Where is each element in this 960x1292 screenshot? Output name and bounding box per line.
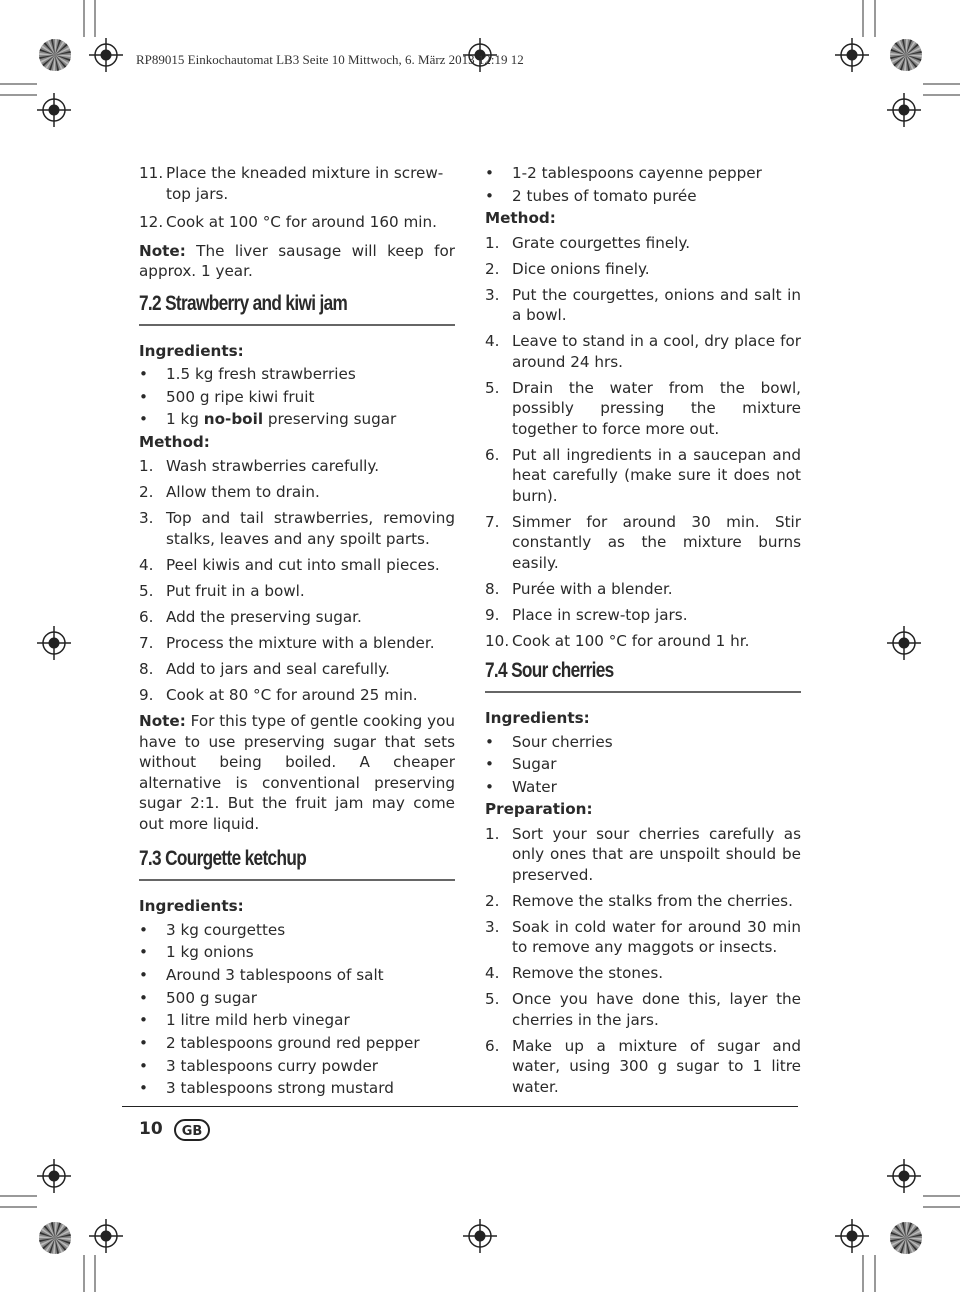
step-text: Sort your sour cherries carefully as only ones that are unspoilt should be preserved. (512, 824, 801, 884)
step-number: 6. (485, 445, 500, 464)
left-column (139, 163, 455, 1099)
list-item-text: 1 kg onions (166, 943, 254, 962)
step-number: 1. (485, 233, 500, 252)
color-wheel-icon (39, 1222, 71, 1254)
step-item (485, 378, 801, 440)
step-item (485, 285, 801, 326)
ingredient-list (485, 732, 801, 798)
step-number: 8. (139, 659, 154, 678)
step-text: Remove the stalks from the cherries. (512, 891, 793, 910)
step-text: Put all ingredients in a saucepan and heat carefully (make sure it does not burn). (512, 445, 801, 505)
ingredients-label: Ingredients: (139, 341, 244, 360)
step-text: Cook at 100 °C for around 160 min. (166, 213, 437, 231)
step-item (139, 212, 455, 233)
step-item (139, 581, 455, 602)
step-item (485, 989, 801, 1030)
step-item (139, 659, 455, 680)
note-text: The liver sausage will keep for approx. 1 year. (139, 241, 455, 280)
list-item-text: Sour cherries (512, 732, 613, 751)
note-text: For this type of gentle cooking you have to use preserving sugar that sets without being boiled. A cheaper alternative is conventional preserving sugar 2:1. But the fruit jam may come out more liquid. (139, 712, 455, 833)
step-text: Wash strawberries carefully. (166, 457, 380, 475)
step-number: 1. (139, 457, 154, 475)
section-title: 7.3 Courgette ketchup (139, 847, 307, 870)
bullet-icon: • (485, 164, 494, 182)
footer-rule (122, 1106, 798, 1107)
method-steps (139, 456, 455, 705)
list-item: • 1 kg no-boil preserving sugar (139, 410, 397, 428)
step-text: Add to jars and seal carefully. (166, 659, 390, 678)
list-item (139, 965, 455, 986)
step-text: Put the courgettes, onions and salt in a bowl. (512, 285, 801, 324)
step-number: 1. (485, 824, 500, 843)
step-text: Allow them to drain. (166, 483, 320, 501)
step-text: Put fruit in a bowl. (166, 581, 305, 600)
step-text: Place in screw-top jars. (512, 605, 688, 624)
list-item (139, 1056, 455, 1077)
bullet-icon: • (139, 365, 148, 383)
list-item-text: 3 tablespoons curry powder (166, 1056, 379, 1075)
section-heading-7-2 (139, 291, 455, 324)
bullet-icon: • (139, 1011, 148, 1030)
step-number: 9. (139, 685, 154, 704)
step-item (139, 456, 455, 477)
ingredient-list (139, 920, 455, 1099)
step-item (485, 891, 801, 912)
bullet-icon: • (485, 755, 494, 773)
step-number: 11. (139, 164, 164, 182)
list-item (139, 942, 455, 963)
note-label: Note: (139, 712, 186, 730)
heading-rule (139, 324, 455, 326)
step-number: 5. (139, 581, 154, 600)
registration-mark-icon (887, 626, 921, 660)
heading-rule (139, 879, 455, 881)
step-text: Grate courgettes finely. (512, 233, 691, 252)
list-item-text: 2 tablespoons ground red pepper (166, 1033, 420, 1052)
list-item-text: Water (512, 777, 557, 796)
step-text: Peel kiwis and cut into small pieces. (166, 555, 440, 574)
step-item (485, 963, 801, 984)
step-item (485, 512, 801, 574)
step-item (139, 163, 455, 204)
list-item (139, 1033, 455, 1054)
step-text: Add the preserving sugar. (166, 607, 362, 626)
step-item (485, 1036, 801, 1098)
right-column (485, 163, 801, 1097)
step-number: 9. (485, 605, 500, 624)
step-text: Place the kneaded mixture in screw-top jars. (166, 164, 444, 203)
ingredient-list (139, 364, 455, 430)
color-wheel-icon (890, 39, 922, 71)
registration-mark-icon (463, 1219, 497, 1253)
registration-mark-icon (835, 38, 869, 72)
step-number: 2. (485, 891, 500, 910)
bullet-icon: • (139, 1079, 148, 1098)
step-text: Cook at 100 °C for around 1 hr. (512, 631, 750, 650)
step-number: 8. (485, 579, 500, 598)
list-item-text: 1 litre mild herb vinegar (166, 1011, 350, 1030)
list-item-text: 1-2 tablespoons cayenne pepper (512, 164, 762, 182)
registration-mark-icon (887, 1159, 921, 1193)
list-item-text: Sugar (512, 755, 557, 773)
preparation-label: Preparation: (485, 800, 593, 818)
bullet-icon: • (139, 965, 148, 984)
step-item (485, 233, 801, 254)
list-item (139, 1010, 455, 1031)
step-text: Drain the water from the bowl, possibly pressing the mixture together to force more out. (512, 378, 801, 438)
step-item (139, 555, 455, 576)
section-title: 7.2 Strawberry and kiwi jam (139, 291, 348, 315)
list-item-text: 3 tablespoons strong mustard (166, 1079, 394, 1098)
list-item-text: 2 tubes of tomato purée (512, 186, 697, 205)
registration-mark-icon (37, 93, 71, 127)
step-item (485, 824, 801, 886)
bullet-icon: • (139, 920, 148, 939)
method-label: Method: (139, 432, 210, 451)
heading-rule (485, 691, 801, 693)
step-item (139, 633, 455, 654)
step-text: Process the mixture with a blender. (166, 633, 435, 652)
list-item (139, 920, 455, 941)
list-item (485, 754, 801, 775)
step-text: Remove the stones. (512, 964, 664, 982)
list-item-text: 500 g sugar (166, 988, 258, 1007)
print-slug-line: RP89015 Einkochautomat LB3 Seite 10 Mittwoch, 6. März 2013 12:19 12 (136, 52, 524, 67)
step-item (485, 579, 801, 600)
step-number: 5. (485, 378, 500, 397)
registration-mark-icon (835, 1219, 869, 1253)
registration-mark-icon (89, 1219, 123, 1253)
list-item (485, 163, 801, 184)
note-label: Note: (139, 241, 186, 260)
step-number: 5. (485, 990, 500, 1008)
bullet-icon: • (139, 1056, 148, 1075)
color-wheel-icon (39, 39, 71, 71)
bullet-icon: • (139, 1033, 148, 1052)
registration-mark-icon (89, 38, 123, 72)
note-liver-sausage (139, 241, 455, 282)
step-text: Make up a mixture of sugar and water, using 300 g sugar to 1 litre water. (512, 1036, 801, 1096)
step-number: 7. (485, 512, 500, 531)
list-item (485, 777, 801, 798)
step-item (139, 482, 455, 503)
step-item (485, 259, 801, 280)
step-number: 3. (485, 917, 500, 936)
list-item-text: Around 3 tablespoons of salt (166, 965, 384, 984)
step-item (139, 508, 455, 549)
list-item (485, 732, 801, 753)
step-number: 2. (485, 259, 500, 278)
ingredients-label: Ingredients: (485, 709, 590, 727)
step-number: 10. (485, 631, 510, 650)
step-text: Top and tail strawberries, removing stalks, leaves and any spoilt parts. (166, 509, 455, 548)
step-text: Soak in cold water for around 30 min to remove any maggots or insects. (512, 917, 801, 956)
method-steps (485, 233, 801, 652)
step-number: 4. (139, 555, 154, 574)
step-number: 4. (485, 964, 500, 982)
bullet-icon: • (139, 410, 148, 428)
bullet-icon: • (139, 943, 148, 962)
list-item (485, 186, 801, 207)
note-preserving-sugar (139, 711, 455, 834)
step-item (485, 331, 801, 372)
preparation-steps (485, 824, 801, 1098)
step-item (485, 605, 801, 626)
step-text: Simmer for around 30 min. Stir constantly as the mixture burns easily. (512, 512, 801, 572)
section-heading-7-3 (139, 849, 455, 879)
step-text: Once you have done this, layer the cherries in the jars. (512, 990, 801, 1029)
bullet-icon: • (139, 988, 148, 1007)
page-number: 10 (139, 1119, 163, 1139)
step-item (139, 607, 455, 628)
list-item (139, 988, 455, 1009)
step-item (485, 917, 801, 958)
registration-mark-icon (37, 626, 71, 660)
step-number: 3. (139, 509, 154, 527)
language-badge: GB (174, 1119, 210, 1141)
bullet-icon: • (485, 186, 494, 205)
step-text: Dice onions finely. (512, 259, 650, 278)
step-number: 7. (139, 633, 154, 652)
step-item (485, 631, 801, 652)
step-number: 2. (139, 483, 154, 501)
step-item (485, 445, 801, 507)
bullet-icon: • (139, 387, 148, 406)
step-text: Cook at 80 °C for around 25 min. (166, 685, 418, 704)
step-number: 6. (485, 1036, 500, 1055)
step-text: Leave to stand in a cool, dry place for around 24 hrs. (512, 332, 801, 371)
list-item: • 1.5 kg fresh strawberries (139, 365, 356, 383)
list-item-text: 3 kg courgettes (166, 920, 286, 939)
step-number: 4. (485, 332, 500, 350)
bullet-icon: • (485, 777, 494, 796)
step-text: Purée with a blender. (512, 579, 673, 598)
list-item (139, 1078, 455, 1099)
list-item: • 500 g ripe kiwi fruit (139, 387, 315, 406)
registration-mark-icon (887, 93, 921, 127)
step-number: 3. (485, 285, 500, 304)
method-label: Method: (485, 209, 556, 227)
bullet-icon: • (485, 732, 494, 751)
registration-mark-icon (37, 1159, 71, 1193)
ingredient-list-continued (485, 163, 801, 206)
section-heading-7-4 (485, 661, 801, 691)
step-number: 12. (139, 213, 164, 231)
section-title: 7.4 Sour cherries (485, 659, 614, 682)
step-number: 6. (139, 607, 154, 626)
ingredients-label: Ingredients: (139, 897, 244, 915)
step-item (139, 685, 455, 706)
color-wheel-icon (890, 1222, 922, 1254)
